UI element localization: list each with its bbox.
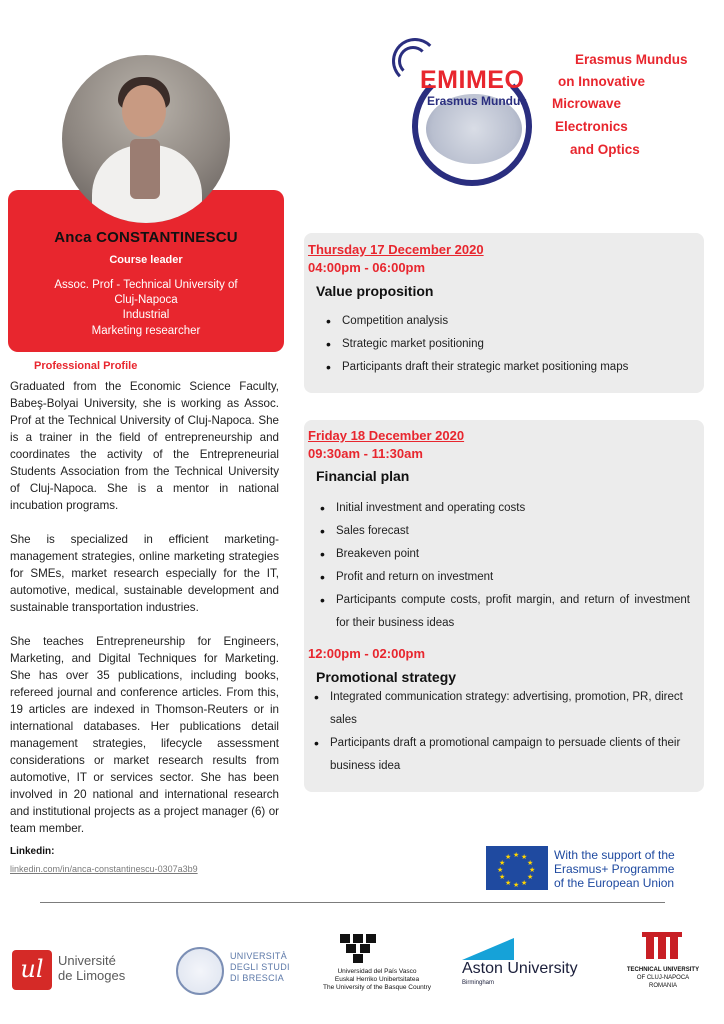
- profile-occupation: Marketing researcher: [91, 325, 201, 337]
- logo-sub: Erasmus Mundus: [427, 94, 528, 108]
- list-item: • Participants draft a promotional campaign to persuade clients of their business idea: [312, 732, 692, 778]
- affiliation-line-2: Cluj-Napoca: [114, 294, 178, 306]
- list-item: • Participants compute costs, profit margin, and return of investment for their business ideas: [318, 589, 690, 635]
- aston-name: Aston University: [462, 960, 578, 977]
- session-time: 09:30am - 11:30am: [308, 446, 423, 461]
- emimeo-logo: [392, 32, 722, 182]
- session-topic: Promotional strategy: [316, 669, 457, 685]
- basque-university-logo: [312, 934, 442, 996]
- session-day: Thursday 17 December 2020: [308, 242, 484, 257]
- session-thursday: [304, 233, 704, 393]
- limoges-line-1: Université: [58, 953, 116, 968]
- list-item: • Integrated communication strategy: advertising, promotion, PR, direct sales: [312, 686, 692, 732]
- tucn-logo: [618, 932, 708, 994]
- logo-word: EMIMEO: [420, 66, 525, 94]
- brescia-line-1: UNIVERSITÀ: [230, 951, 288, 961]
- logo-tagline-5: and Optics: [570, 142, 640, 157]
- basque-mark-icon: [340, 934, 376, 964]
- profile-affiliation: [8, 278, 284, 323]
- bio-paragraph-1: Graduated from the Economic Science Faculty, Babeş-Bolyai University, she is working as Assoc. Prof at the Technical University of Cluj-Napoca. She is a trainer in the field of entrepreneurship and coordinates the activity of the Entrepreneurial Students Association from the Technical University of Cluj-Napoca. She is a mentor in national incubation programs.: [10, 380, 279, 512]
- limoges-line-2: de Limoges: [58, 968, 126, 983]
- list-item: • Breakeven point: [318, 546, 690, 569]
- tucn-line-1: TECHNICAL UNIVERSITY: [626, 967, 700, 973]
- session-time: 12:00pm - 02:00pm: [308, 646, 426, 661]
- eu-line-2: Erasmus+ Programme: [554, 862, 675, 876]
- limoges-mark-icon: ul: [12, 950, 52, 990]
- session-topic: Financial plan: [316, 468, 410, 484]
- logo-tagline-4: Electronics: [555, 119, 628, 134]
- profile-name: Anca CONSTANTINESCU: [54, 229, 238, 246]
- brescia-logo: [176, 947, 296, 997]
- list-item: • Competition analysis: [324, 313, 628, 336]
- session-items: [318, 500, 690, 635]
- basque-line-3: The University of the Basque Country: [322, 984, 432, 991]
- tucn-mark-icon: [642, 932, 682, 962]
- linkedin-link[interactable]: linkedin.com/in/anca-constantinescu-0307a3b9: [10, 864, 198, 874]
- list-item: • Initial investment and operating costs: [318, 500, 690, 523]
- session-time: 04:00pm - 06:00pm: [308, 260, 426, 275]
- profile-role: Course leader: [109, 254, 183, 266]
- aston-university-logo: [462, 938, 586, 990]
- linkedin-label: Linkedin:: [10, 846, 55, 857]
- list-item: • Participants draft their strategic market positioning maps: [324, 359, 628, 382]
- aston-city: Birmingham: [462, 980, 495, 986]
- brescia-name: [230, 951, 290, 984]
- brescia-line-3: DI BRESCIA: [230, 973, 285, 983]
- tucn-line-3: ROMANIA: [648, 983, 677, 989]
- list-item: • Strategic market positioning: [324, 336, 628, 359]
- logo-tagline-3: Microwave: [552, 96, 622, 111]
- logo-tagline-2: on Innovative: [558, 74, 646, 89]
- footer-divider: [40, 902, 665, 903]
- eu-support-logo: [486, 846, 716, 892]
- eu-support-text: [554, 848, 675, 890]
- session-items: [324, 313, 628, 382]
- basque-line-1: Universidad del País Vasco: [337, 968, 417, 975]
- bio-paragraph-3: She teaches Entrepreneurship for Engineers, Marketing, and Digital Techniques for Marketing. She has over 35 publications, including books, refereed journal and conference articles. From this, 19 articles are indexed in Thomson-Reuters or in international databases. Her publications detail management strategies, lifecycle assessment considerations or market research results from automotive, IT or services sector. She has been involved in 20 national and international research and institutional projects as a project manager (6) or team member.: [10, 635, 279, 835]
- tucn-name: [618, 966, 708, 990]
- tucn-line-2: OF CLUJ-NAPOCA: [636, 975, 690, 981]
- affiliation-line-1: Assoc. Prof - Technical University of: [54, 279, 238, 291]
- logo-tagline-1: Erasmus Mundus: [575, 52, 688, 67]
- list-item: • Profit and return on investment: [318, 569, 690, 592]
- affiliation-line-3: Industrial: [122, 309, 170, 321]
- list-item: • Sales forecast: [318, 523, 690, 546]
- session-items: [312, 686, 692, 778]
- session-day: Friday 18 December 2020: [308, 428, 465, 443]
- aston-triangle-icon: [462, 938, 514, 960]
- brescia-seal-icon: [176, 947, 224, 995]
- professional-profile-heading: Professional Profile: [34, 360, 138, 372]
- eu-line-1: With the support of the: [554, 848, 675, 862]
- profile-photo: [62, 55, 230, 223]
- limoges-logo: [12, 950, 142, 992]
- bio-paragraph-2: She is specialized in efficient marketing-management strategies, online marketing strategies for SMEs, market research especially for the IT, automotive, medical, sustainable development and sustainable transportation industries.: [10, 533, 279, 614]
- session-topic: Value proposition: [316, 283, 434, 299]
- basque-line-2: Euskal Herriko Unibertsitatea: [334, 976, 420, 983]
- basque-name: [312, 968, 442, 992]
- session-friday: [304, 420, 704, 792]
- brescia-line-2: DEGLI STUDI: [230, 962, 290, 972]
- eu-line-3: of the European Union: [554, 876, 675, 890]
- eu-flag-icon: ★ ★ ★ ★ ★ ★ ★ ★ ★ ★ ★ ★: [486, 846, 548, 890]
- limoges-name: [58, 953, 125, 983]
- bio-text: [10, 378, 279, 854]
